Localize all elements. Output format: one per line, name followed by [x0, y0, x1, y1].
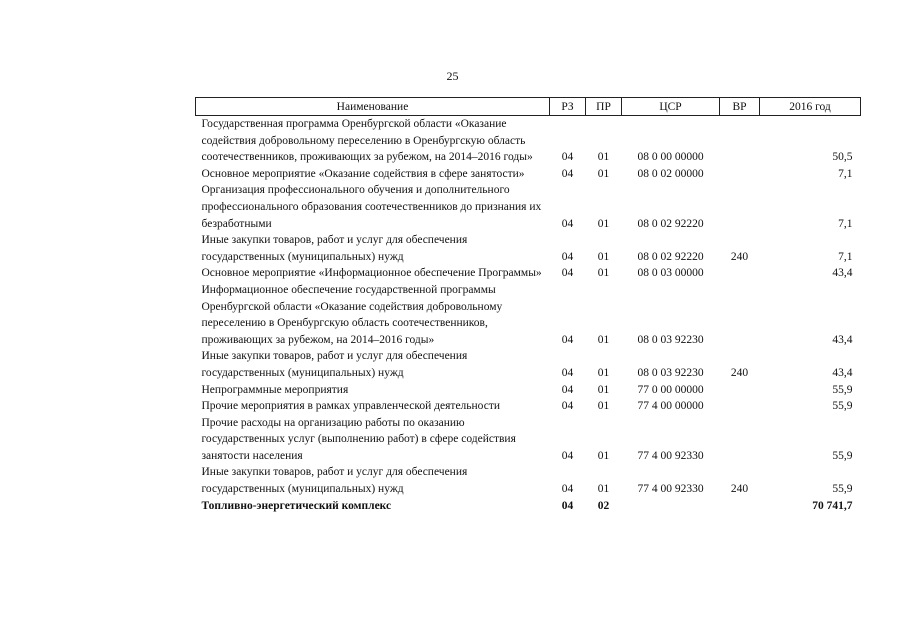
- cell-pr: 01: [597, 167, 610, 180]
- table-row: [196, 232, 861, 265]
- cell-csr: [622, 498, 720, 515]
- cell-rz: 04: [561, 483, 574, 496]
- cell-pr: 01: [597, 250, 610, 263]
- cell-rz: 04: [561, 366, 574, 379]
- cell-sum: 55,9: [832, 483, 853, 496]
- cell-vr: [720, 166, 760, 183]
- cell-rz: 04: [561, 250, 574, 263]
- cell-name: Непрограммные мероприятия: [201, 383, 349, 396]
- cell-vr: 240: [730, 250, 749, 263]
- cell-vr: [720, 498, 760, 515]
- cell-vr: [720, 265, 760, 282]
- cell-pr: 01: [597, 217, 610, 230]
- table-row: [196, 182, 861, 232]
- cell-name: Основное мероприятие «Оказание содействия в сфере занятости»: [201, 167, 525, 180]
- cell-pr: 01: [597, 151, 610, 164]
- cell-sum: 7,1: [838, 250, 853, 263]
- cell-name: Организация профессионального обучения и дополнительного профессионального образования соотечественников до признания их безработными: [201, 184, 542, 230]
- cell-sum: 70 741,7: [812, 499, 853, 512]
- cell-rz: 04: [561, 217, 574, 230]
- cell-vr: 240: [730, 366, 749, 379]
- header-year: 2016 год: [760, 98, 861, 116]
- cell-sum: 43,4: [832, 366, 853, 379]
- cell-sum: 7,1: [838, 167, 853, 180]
- cell-name: Государственная программа Оренбургской области «Оказание содействия добровольному переселению в Оренбургскую область соотечественников, проживающих за рубежом, на 2014–2016 годы»: [201, 118, 533, 164]
- cell-vr: [720, 398, 760, 415]
- table-header: [196, 98, 861, 116]
- cell-name: Иные закупки товаров, работ и услуг для обеспечения государственных (муниципальных) нужд: [201, 234, 468, 263]
- cell-csr: 08 0 03 92230: [637, 333, 704, 346]
- page-number: 25: [446, 69, 459, 83]
- cell-rz: 04: [561, 449, 574, 462]
- cell-name: Иные закупки товаров, работ и услуг для обеспечения государственных (муниципальных) нужд: [201, 350, 468, 379]
- cell-pr: 01: [597, 333, 610, 346]
- table-row: [196, 415, 861, 465]
- cell-rz: 04: [561, 167, 574, 180]
- cell-sum: 43,4: [832, 267, 853, 280]
- cell-name: Информационное обеспечение государственной программы Оренбургской области «Оказание содействия добровольному переселению в Оренбургскую область соотечественников, проживающих за рубежом, на 2014–2016 годы»: [201, 283, 503, 346]
- cell-name: Иные закупки товаров, работ и услуг для обеспечения государственных (муниципальных) нужд: [201, 466, 468, 496]
- cell-rz: 04: [561, 383, 574, 396]
- cell-pr: 01: [597, 267, 610, 280]
- table-row: [196, 166, 861, 183]
- cell-name: Прочие расходы на организацию работы по оказанию государственных услуг (выполнению работ) в сфере содействия занятости населения: [201, 416, 516, 462]
- cell-sum: 7,1: [838, 217, 853, 230]
- cell-sum: 55,9: [832, 449, 853, 462]
- table-row: [196, 464, 861, 497]
- header-rz: РЗ: [550, 98, 586, 116]
- cell-pr: 01: [597, 383, 610, 396]
- cell-rz: 04: [561, 400, 574, 413]
- header-name: Наименование: [196, 98, 550, 116]
- cell-vr: [720, 182, 760, 232]
- cell-pr: 01: [597, 449, 610, 462]
- cell-sum: 43,4: [832, 333, 853, 346]
- cell-vr: [720, 282, 760, 348]
- cell-csr: 08 0 02 92220: [637, 250, 704, 263]
- table-header-row: [196, 98, 861, 116]
- cell-csr: 08 0 03 92230: [637, 366, 704, 379]
- cell-rz: 04: [561, 499, 574, 512]
- cell-csr: 77 4 00 92330: [637, 449, 704, 462]
- cell-sum: 55,9: [832, 400, 853, 413]
- table-row: [196, 498, 861, 515]
- cell-pr: 02: [597, 499, 610, 512]
- cell-pr: 01: [597, 400, 610, 413]
- table-row: [196, 282, 861, 348]
- cell-csr: 77 4 00 92330: [637, 483, 704, 496]
- cell-vr: [720, 382, 760, 399]
- cell-csr: 77 0 00 00000: [637, 383, 704, 396]
- table-row: [196, 398, 861, 415]
- cell-rz: 04: [561, 333, 574, 346]
- table-row: [196, 382, 861, 399]
- cell-sum: 50,5: [832, 151, 853, 164]
- cell-rz: 04: [561, 151, 574, 164]
- cell-csr: 08 0 02 92220: [637, 217, 704, 230]
- table-row: [196, 116, 861, 166]
- cell-csr: 08 0 03 00000: [637, 267, 704, 280]
- cell-vr: [720, 415, 760, 465]
- cell-sum: 55,9: [832, 383, 853, 396]
- cell-vr: 240: [730, 483, 749, 496]
- cell-name: Основное мероприятие «Информационное обеспечение Программы»: [201, 267, 542, 280]
- cell-name: Топливно-энергетический комплекс: [201, 499, 392, 512]
- cell-name: Прочие мероприятия в рамках управленческой деятельности: [201, 400, 501, 413]
- budget-table: [195, 97, 861, 514]
- cell-rz: 04: [561, 267, 574, 280]
- cell-csr: 08 0 00 00000: [637, 151, 704, 164]
- cell-vr: [720, 116, 760, 166]
- cell-pr: 01: [597, 366, 610, 379]
- header-csr: ЦСР: [622, 98, 720, 116]
- cell-csr: 08 0 02 00000: [637, 167, 704, 180]
- header-pr: ПР: [586, 98, 622, 116]
- table-row: [196, 348, 861, 381]
- cell-csr: 77 4 00 00000: [637, 400, 704, 413]
- table-body: [196, 116, 861, 515]
- header-vr: ВР: [720, 98, 760, 116]
- table-row: [196, 265, 861, 282]
- cell-pr: 01: [597, 483, 610, 496]
